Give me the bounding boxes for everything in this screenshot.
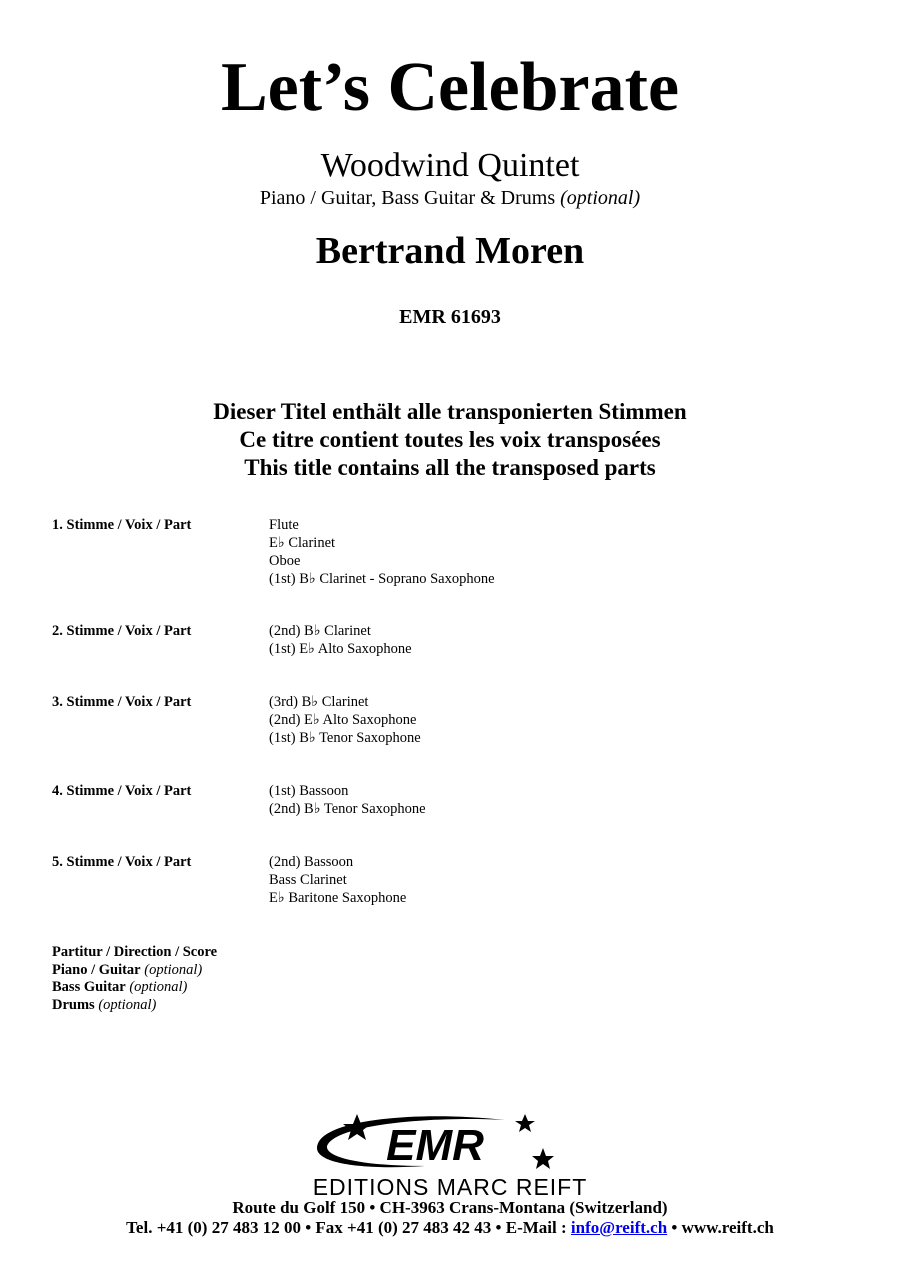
part-instruments <box>269 693 421 747</box>
email-link[interactable]: info@reift.ch <box>570 1218 668 1237</box>
notice-german: Dieser Titel enthält alle transponierten Stimmen <box>213 399 687 424</box>
extra-name: Piano / Guitar <box>52 961 141 978</box>
instrumentation-note: (optional) <box>560 187 641 209</box>
instrument-item: (2nd) B♭ Tenor Saxophone <box>269 801 426 817</box>
instrument-item: (2nd) B♭ Clarinet <box>269 623 371 639</box>
extra-item <box>52 997 217 1015</box>
notice-english: This title contains all the transposed parts <box>244 455 656 480</box>
catalog-number: EMR 61693 <box>399 306 501 328</box>
instrument-item: Oboe <box>269 553 301 569</box>
instrument-item: Flute <box>269 517 299 533</box>
instrument-item: (2nd) Bassoon <box>269 854 354 870</box>
composer: Bertrand Moren <box>315 230 585 272</box>
part-label: 5. Stimme / Voix / Part <box>52 854 192 870</box>
contact-phone-fax: Tel. +41 (0) 27 483 12 00 • Fax +41 (0) 27 483 42 43 • E-Mail : <box>126 1218 571 1237</box>
extras-list <box>52 944 217 1014</box>
publisher-contact <box>0 1218 900 1238</box>
extra-note: (optional) <box>129 979 188 995</box>
emr-logo <box>305 1108 565 1178</box>
extra-name: Drums <box>52 996 95 1013</box>
part-instruments <box>269 782 426 818</box>
instrument-item: (2nd) E♭ Alto Saxophone <box>269 712 417 728</box>
publisher-address: Route du Golf 150 • CH-3963 Crans-Montana (Switzerland) <box>232 1198 668 1217</box>
part-instruments <box>269 853 406 907</box>
instrument-item: (1st) B♭ Tenor Saxophone <box>269 730 421 746</box>
part-label: 4. Stimme / Voix / Part <box>52 783 192 799</box>
instrument-item: Bass Clarinet <box>269 872 347 888</box>
part-instruments <box>269 622 412 658</box>
part-label: 1. Stimme / Voix / Part <box>52 517 192 533</box>
instrument-item: (1st) Bassoon <box>269 783 349 799</box>
instrument-item: E♭ Baritone Saxophone <box>269 890 407 906</box>
page-title: Let’s Celebrate <box>220 49 680 126</box>
instrument-item: (3rd) B♭ Clarinet <box>269 694 369 710</box>
extra-item <box>52 979 217 997</box>
instrument-item: (1st) E♭ Alto Saxophone <box>269 641 412 657</box>
extra-note: (optional) <box>98 996 157 1013</box>
subtitle: Woodwind Quintet <box>320 147 580 184</box>
notice-french: Ce titre contient toutes les voix transposées <box>239 427 661 452</box>
instrument-item: E♭ Clarinet <box>269 535 336 551</box>
logo-text: EMR <box>386 1121 484 1170</box>
part-label: 2. Stimme / Voix / Part <box>52 623 192 639</box>
instrument-item: (1st) B♭ Clarinet - Soprano Saxophone <box>269 571 495 587</box>
extra-note: (optional) <box>144 961 203 978</box>
extra-item <box>52 962 217 980</box>
part-label: 3. Stimme / Voix / Part <box>52 694 192 710</box>
extra-name: Partitur / Direction / Score <box>52 944 218 960</box>
extra-name: Bass Guitar <box>52 979 126 995</box>
extra-item <box>52 944 217 962</box>
part-instruments <box>269 516 495 588</box>
instrumentation-main: Piano / Guitar, Bass Guitar & Drums <box>259 187 556 209</box>
contact-website: • www.reift.ch <box>667 1218 774 1237</box>
publisher-name: EDITIONS MARC REIFT <box>312 1174 588 1200</box>
instrumentation <box>0 186 900 210</box>
